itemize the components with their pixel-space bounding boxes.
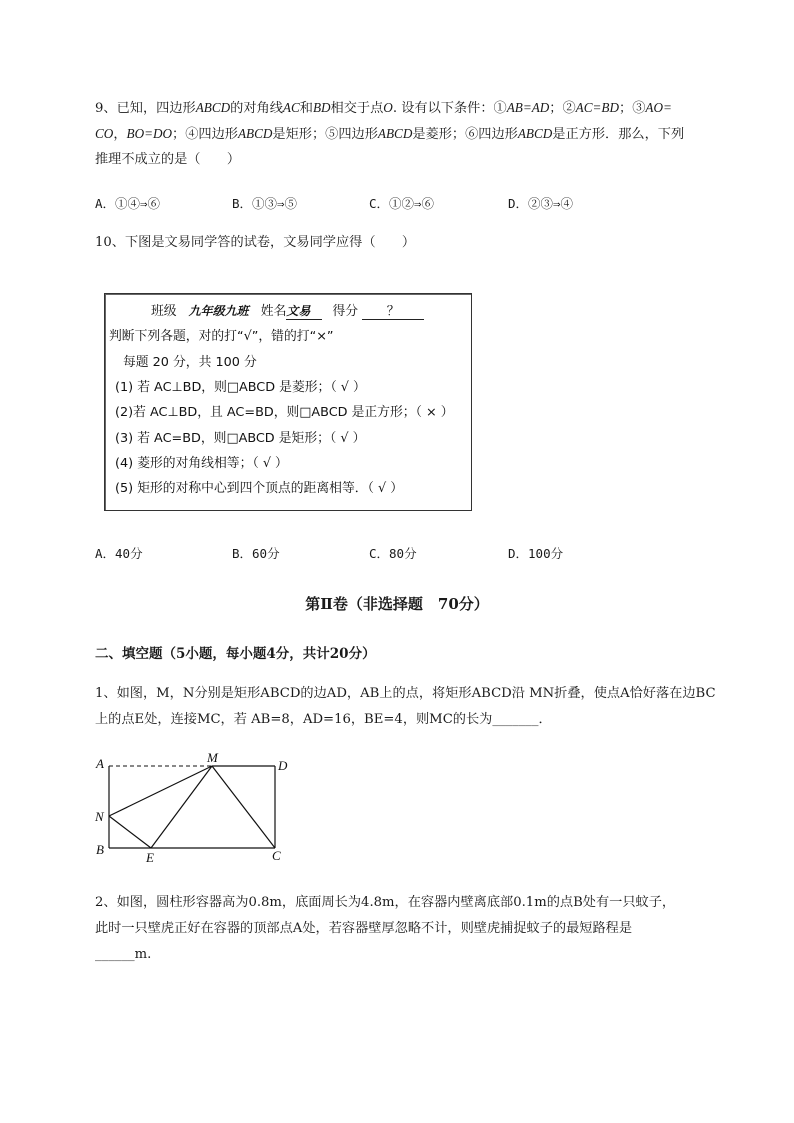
q9-option-b[interactable]: B．①③⇒⑤	[232, 196, 298, 211]
segment-me	[151, 766, 212, 848]
sheet-item-5: (5) 矩形的对称中心到四个顶点的距离相等．（ √ ）	[115, 481, 404, 496]
q9-option-d[interactable]: D．②③⇒④	[508, 196, 574, 211]
f2-line-1: 2、如图，圆柱形容器高为0.8m，底面周长为4.8m，在容器内壁离底部0.1m的点B处有一只蚊子，	[95, 895, 676, 910]
q10-stem: 10、下图是文易同学答的试卷，文易同学应得（ ）	[95, 235, 416, 250]
part2-title: 第Ⅱ卷（非选择题 70分）	[305, 595, 489, 613]
q9-line-3: 推理不成立的是（ ）	[95, 152, 241, 167]
sheet-item-4: (4) 菱形的对角线相等；（ √ ）	[115, 456, 288, 471]
q10-option-b[interactable]: B．60分	[232, 546, 280, 561]
rectangle-fold-figure	[92, 748, 298, 866]
label-b: B	[96, 842, 104, 857]
q9-line-2: CO，BO=DO；④四边形ABCD是矩形；⑤四边形ABCD是菱形；⑥四边形ABCD是正方形．那么，下列	[95, 126, 685, 142]
answer-sheet-image	[104, 293, 472, 511]
q9-option-c[interactable]: C．①②⇒⑥	[369, 196, 435, 211]
fold-mn	[109, 766, 212, 816]
sheet-score-value: ？	[362, 300, 424, 320]
sheet-name-value: 文易	[286, 302, 322, 320]
label-a: A	[96, 756, 104, 771]
f2-line-3: ______m.	[95, 947, 152, 962]
label-n: N	[95, 809, 104, 824]
label-e: E	[146, 850, 154, 865]
sheet-item-3: (3) 若 AC=BD，则□ABCD 是矩形；（ √ ）	[115, 431, 366, 446]
f1-line-1: 1、如图，M，N分别是矩形ABCD的边AD，AB上的点，将矩形ABCD沿 MN折叠，使点A恰好落在边BC	[95, 686, 716, 701]
q9-line-1: 9、已知，四边形ABCD的对角线AC和BD相交于点O. 设有以下条件：①AB=AD；②AC=BD；③AO=	[95, 100, 672, 116]
sheet-instruction: 判断下列各题，对的打“√”，错的打“×”	[109, 329, 334, 344]
sheet-item-1: (1) 若 AC⊥BD，则□ABCD 是菱形；（ √ ）	[115, 380, 366, 395]
segment-mc	[212, 766, 275, 848]
label-c: C	[272, 848, 281, 863]
q9-abcd: ABCD	[195, 100, 231, 115]
label-m: M	[207, 750, 218, 765]
sheet-class-value: 九年级九班	[188, 304, 249, 318]
section2-header: 二、填空题（5小题，每小题4分，共计20分）	[95, 646, 376, 662]
sheet-points: 每题 20 分，共 100 分	[123, 355, 257, 370]
f1-line-2: 上的点E处，连接MC，若 AB=8，AD=16，BE=4，则MC的长为_______．	[95, 712, 552, 727]
q9-option-a[interactable]: A．①④⇒⑥	[95, 196, 161, 211]
sheet-header: 班级 九年级九班 姓名文易 得分 ？	[151, 300, 424, 320]
q10-option-c[interactable]: C．80分	[369, 546, 417, 561]
label-d: D	[278, 758, 288, 773]
q10-option-a[interactable]: A．40分	[95, 546, 143, 561]
segment-ne	[109, 816, 151, 848]
sheet-item-2: (2)若 AC⊥BD，且 AC=BD，则□ABCD 是正方形；（ × ）	[115, 405, 454, 420]
q10-option-d[interactable]: D．100分	[508, 546, 564, 561]
f2-line-2: 此时一只壁虎正好在容器的顶部点A处，若容器壁厚忽略不计，则壁虎捕捉蚊子的最短路程是	[95, 921, 633, 936]
